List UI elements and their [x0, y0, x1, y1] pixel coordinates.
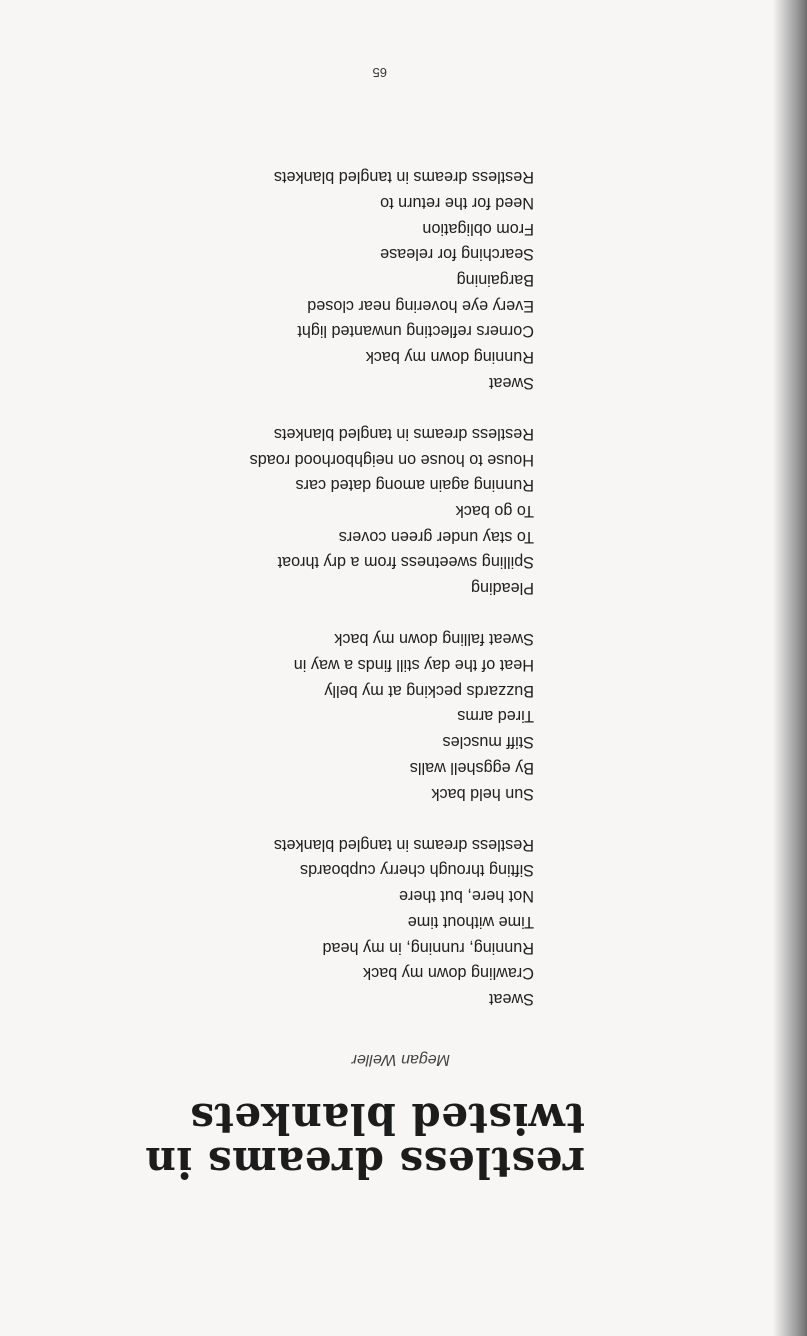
- poem-line: Spilling sweetness from a dry throat: [277, 553, 534, 572]
- poem-body: [114, 138, 534, 1011]
- poem-line: Running again among dated cars: [295, 476, 534, 495]
- poem-line: Sifting through cherry cupboards: [300, 861, 534, 880]
- poem-line: Running, running, in my head: [322, 938, 534, 957]
- poem-line: Sweat: [489, 373, 534, 392]
- poem-line: To stay under green covers: [338, 527, 534, 546]
- poem-line: Running down my back: [365, 348, 534, 367]
- stanza-1: [114, 831, 534, 1011]
- poem-line: Bargaining: [456, 270, 534, 289]
- poem-line: To go back: [455, 502, 534, 521]
- poem-line: House to house on neighborhood roads: [249, 450, 534, 469]
- poem-line: Heat of the day still finds a way in: [293, 656, 534, 675]
- poem-title-line-1: restless dreams in: [144, 1138, 585, 1187]
- stanza-3: [114, 420, 534, 600]
- poem-title: [144, 1094, 585, 1187]
- poem-line: Pleading: [470, 579, 534, 598]
- poem-line: Sun held back: [431, 784, 534, 803]
- poem-title-line-2: twisted blankets: [189, 1094, 585, 1143]
- poem-author: Megan Weller: [351, 1051, 450, 1068]
- poem-line: Searching for release: [380, 245, 534, 264]
- poem-line: Restless dreams in tangled blankets: [273, 424, 534, 443]
- poem-line: Restless dreams in tangled blankets: [273, 168, 534, 187]
- poem-line: Restless dreams in tangled blankets: [273, 835, 534, 854]
- stanza-4: [114, 163, 534, 394]
- book-spine-shadow: [773, 0, 807, 1336]
- poem-line: From obligation: [422, 219, 534, 238]
- poem-line: Sweat: [489, 990, 534, 1008]
- poem-line: Stiff muscles: [442, 733, 534, 752]
- poem-line: Not here, but there: [399, 887, 534, 906]
- poem-line: Sweat falling down my back: [334, 630, 534, 649]
- poem-line: Every eye hovering near closed: [307, 296, 534, 315]
- poem-line: Need for the return to: [380, 193, 534, 212]
- poem-line: Time without time: [407, 912, 534, 931]
- poem-line: Tired arms: [457, 707, 534, 726]
- poem-line: By eggshell walls: [409, 758, 534, 777]
- poem-line: Buzzards pecking at my belly: [324, 681, 534, 700]
- poem-line: Crawling down my back: [363, 964, 534, 983]
- poem-line: Corners reflecting unwanted light: [297, 322, 534, 341]
- page-number: 65: [372, 65, 387, 80]
- stanza-2: [114, 626, 534, 806]
